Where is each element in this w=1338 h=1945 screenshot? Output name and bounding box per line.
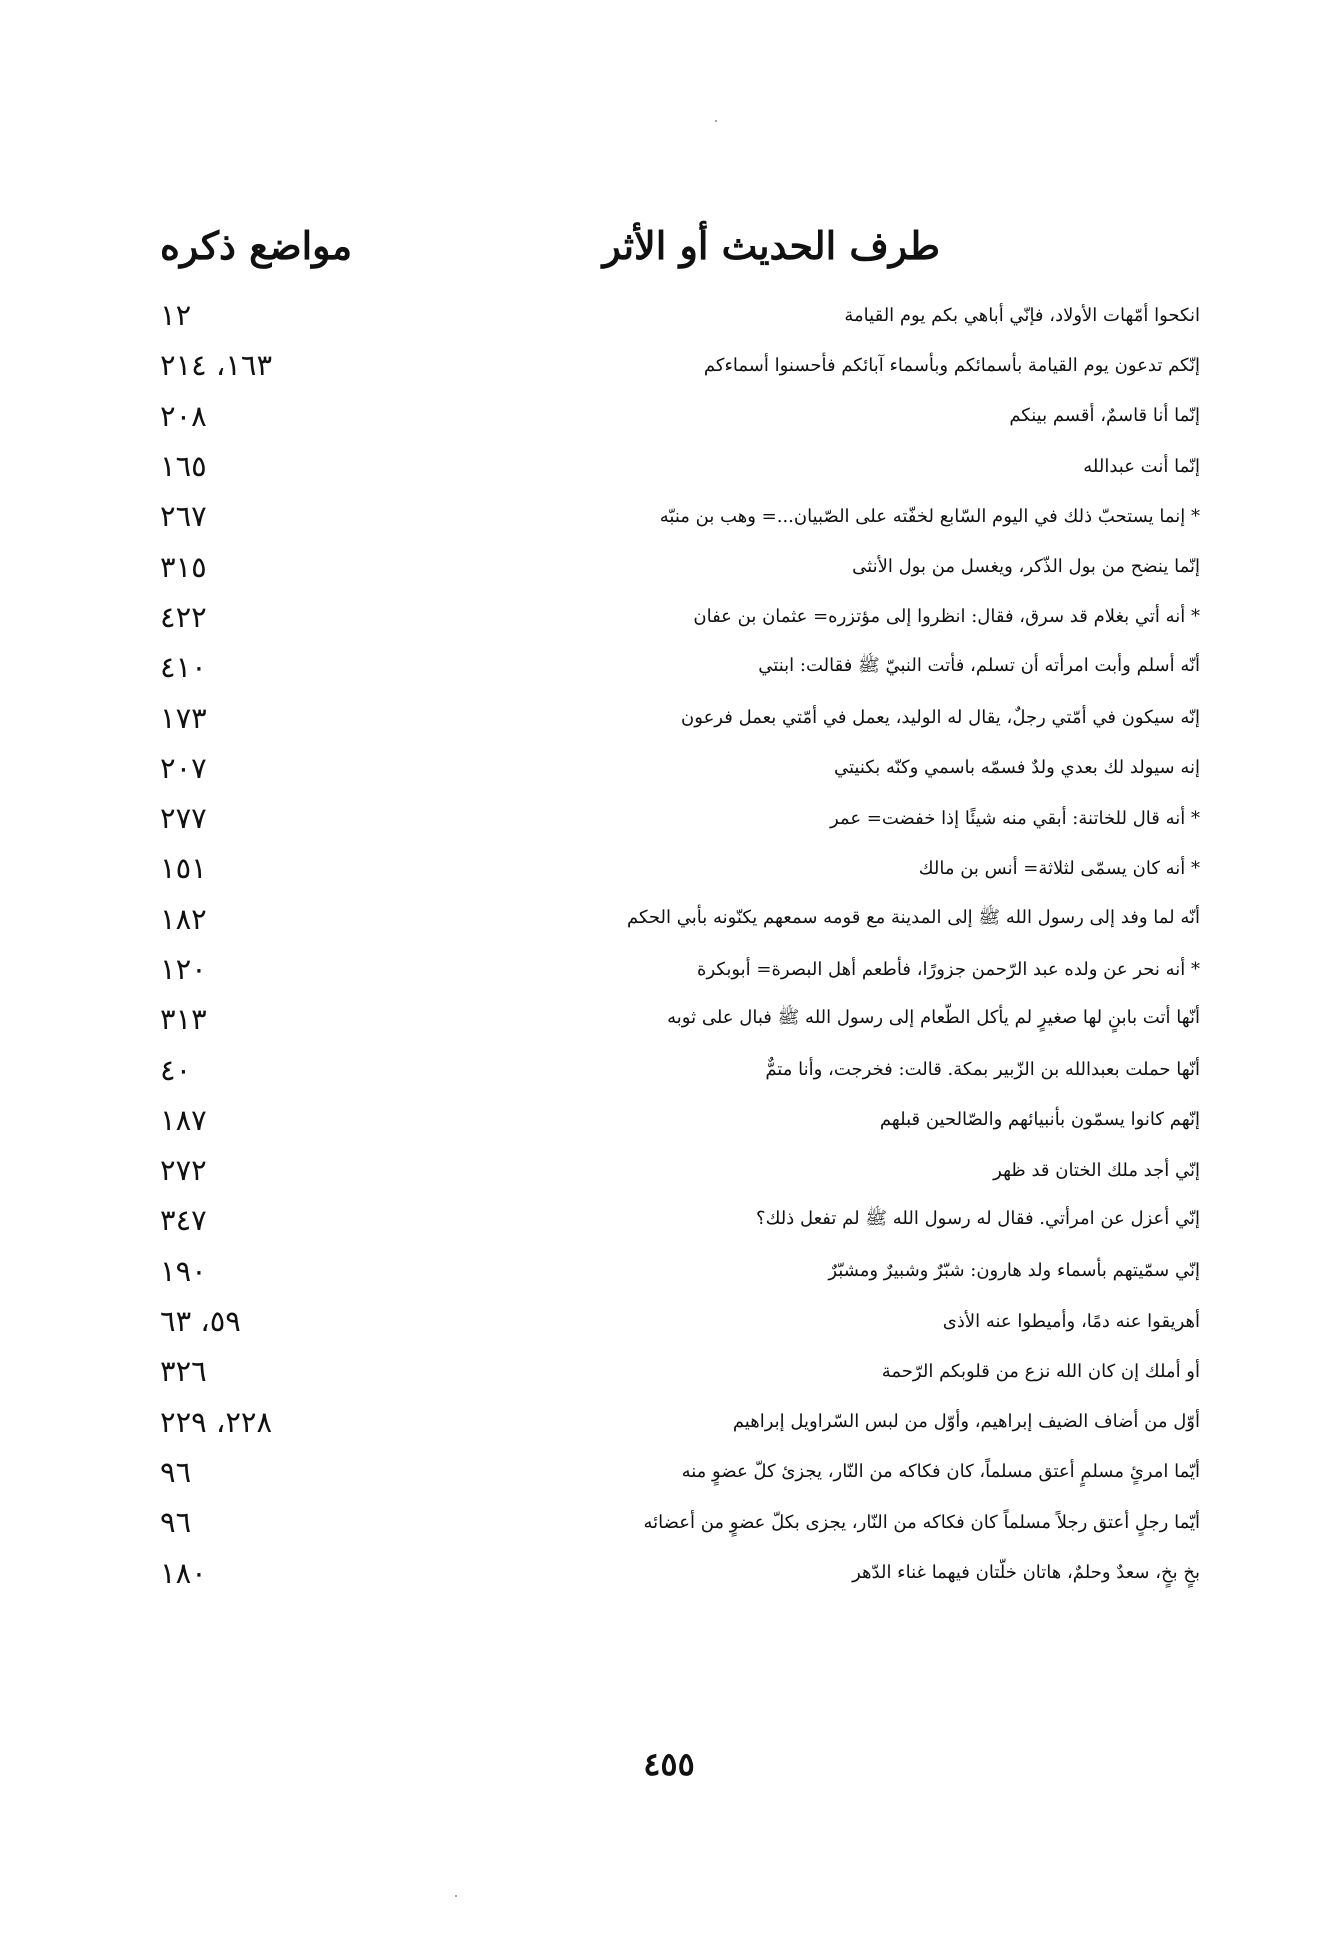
hadith-text: بخٍ بخٍ، سعدٌ وحلمٌ، هاتان خلّتان فيهما غناء الدّهر	[852, 1562, 1200, 1584]
index-row	[160, 642, 1200, 692]
hadith-text: إنّه سيكون في أمّتي رجلٌ، يقال له الوليد، يعمل في أمّتي بعمل فرعون	[681, 707, 1200, 729]
page-references: ١٧٣	[160, 700, 207, 735]
index-row	[160, 391, 1200, 441]
hadith-text: أنّه أسلم وأبت امرأته أن تسلم، فأتت النبيّ ﷺ فقالت: ابنتي	[758, 655, 1200, 677]
page-references: ٢٠٧	[160, 750, 207, 785]
hadith-text: إنّي أجد ملك الختان قد ظهر	[993, 1159, 1200, 1181]
index-row	[160, 491, 1200, 541]
hadith-text: * أنه كان يسمّى لثلاثة= أنس بن مالك	[918, 857, 1200, 879]
hadith-text: إنّما أنا قاسمٌ، أقسم بينكم	[1009, 405, 1200, 427]
page-references: ٩٦	[160, 1454, 192, 1489]
page-references: ٢٦٧	[160, 499, 207, 534]
page-number: ٤٥٥	[643, 1745, 695, 1783]
hadith-text: إنّما ينضح من بول الذّكر، ويغسل من بول الأنثى	[852, 556, 1200, 578]
hadith-text: انكحوا أمّهات الأولاد، فإنّي أباهي بكم يوم القيامة	[844, 304, 1200, 326]
scan-speck	[715, 120, 717, 122]
hadith-text: أنّها أتت بابنٍ لها صغيرٍ لم يأكل الطّعام إلى رسول الله ﷺ فبال على ثوبه	[667, 1007, 1200, 1029]
index-row	[160, 994, 1200, 1044]
page-references: ٣٤٧	[160, 1203, 207, 1238]
hadith-text: إنّي سمّيتهم بأسماء ولد هارون: شبّرٌ وشبيرٌ ومشبّرٌ	[828, 1260, 1200, 1282]
index-row	[160, 1447, 1200, 1497]
page-references: ١٦٣، ٢١٤	[160, 348, 273, 383]
hadith-text: إنّما أنت عبدالله	[1083, 455, 1200, 477]
index-row	[160, 894, 1200, 944]
index-row	[160, 1296, 1200, 1346]
page-references: ١٩٠	[160, 1253, 207, 1288]
hadith-text: أيّما امرئٍ مسلمٍ أعتق مسلماً، كان فكاكه من النّار، يجزئ كلّ عضوٍ منه	[681, 1461, 1200, 1483]
hadith-column-heading: طرف الحديث أو الأثر	[602, 222, 940, 268]
page-references: ١٨٠	[160, 1555, 207, 1590]
hadith-text: * أنه نحر عن ولده عبد الرّحمن جزورًا، فأطعم أهل البصرة= أبوبكرة	[697, 958, 1200, 980]
hadith-text: إنّهم كانوا يسمّون بأنبيائهم والصّالحين قبلهم	[879, 1109, 1200, 1131]
page-references: ٤٠	[160, 1052, 192, 1087]
hadith-text: إنّي أعزل عن امرأتي. فقال له رسول الله ﷺ لم تفعل ذلك؟	[756, 1208, 1200, 1230]
places-column-heading: مواضع ذكره	[160, 222, 353, 268]
page-references: ٥٩، ٦٣	[160, 1304, 241, 1339]
index-row	[160, 1497, 1200, 1547]
hadith-text: أنّه لما وفد إلى رسول الله ﷺ إلى المدينة مع قومه سمعهم يكنّونه بأبي الحكم	[626, 906, 1200, 928]
hadith-text: إنه سيولد لك بعدي ولدٌ فسمّه باسمي وكنّه بكنيتي	[834, 757, 1200, 779]
index-row	[160, 1195, 1200, 1245]
table-header	[160, 210, 1200, 280]
index-row	[160, 1346, 1200, 1396]
page-references: ٤٢٢	[160, 599, 207, 634]
page-references: ١٢	[160, 298, 192, 333]
index-row	[160, 290, 1200, 340]
hadith-text: * إنما يستحبّ ذلك في اليوم السّابع لخفّته على الصّبيان...= وهب بن منبّه	[659, 505, 1200, 527]
index-row	[160, 743, 1200, 793]
index-row	[160, 441, 1200, 491]
hadith-text: * أنه أتي بغلام قد سرق، فقال: انظروا إلى مؤتزره= عثمان بن عفان	[693, 606, 1200, 628]
page-references: ١٦٥	[160, 449, 207, 484]
page-references: ١٨٧	[160, 1102, 207, 1137]
scan-speck	[455, 1895, 457, 1897]
index-row	[160, 1246, 1200, 1296]
index-row	[160, 1145, 1200, 1195]
page-references: ٩٦	[160, 1505, 192, 1540]
page-references: ٣٢٦	[160, 1354, 207, 1389]
index-row	[160, 340, 1200, 390]
index-row	[160, 592, 1200, 642]
page-references: ١٢٠	[160, 952, 207, 986]
hadith-text: أنّها حملت بعبدالله بن الزّبير بمكة. قالت: فخرجت، وأنا متمٌّ	[765, 1059, 1200, 1081]
hadith-text: * أنه قال للخاتنة: أبقي منه شيئًا إذا خفضت= عمر	[830, 807, 1200, 829]
hadith-text: أو أملك إن كان الله نزع من قلوبكم الرّحمة	[881, 1360, 1200, 1382]
page-references: ١٥١	[160, 851, 207, 886]
index-row	[160, 1095, 1200, 1145]
index-row	[160, 541, 1200, 591]
hadith-text: أهريقوا عنه دمًا، وأميطوا عنه الأذى	[942, 1310, 1200, 1332]
page-references: ١٨٢	[160, 901, 207, 936]
page-references: ٢٢٨، ٢٢٩	[160, 1404, 273, 1439]
hadith-text: إنّكم تدعون يوم القيامة بأسمائكم وبأسماء آبائكم فأحسنوا أسماءكم	[703, 354, 1200, 376]
hadith-text: أيّما رجلٍ أعتق رجلاً مسلماً كان فكاكه من النّار، يجزى بكلّ عضوٍ من أعضائه	[643, 1511, 1200, 1533]
index-row	[160, 1547, 1200, 1597]
page-references: ٢٠٨	[160, 398, 207, 433]
hadith-index-list	[160, 290, 1200, 1598]
index-row	[160, 944, 1200, 994]
index-row	[160, 692, 1200, 742]
index-row	[160, 843, 1200, 893]
index-row	[160, 1044, 1200, 1094]
hadith-text: أوّل من أضاف الضيف إبراهيم، وأوّل من لبس السّراويل إبراهيم	[732, 1411, 1200, 1433]
page-references: ٣١٣	[160, 1002, 207, 1037]
index-row	[160, 793, 1200, 843]
page-references: ٤١٠	[160, 650, 207, 685]
page-references: ٢٧٧	[160, 801, 207, 836]
index-row	[160, 1397, 1200, 1447]
page-references: ٣١٥	[160, 549, 207, 584]
page-references: ٢٧٢	[160, 1153, 207, 1188]
